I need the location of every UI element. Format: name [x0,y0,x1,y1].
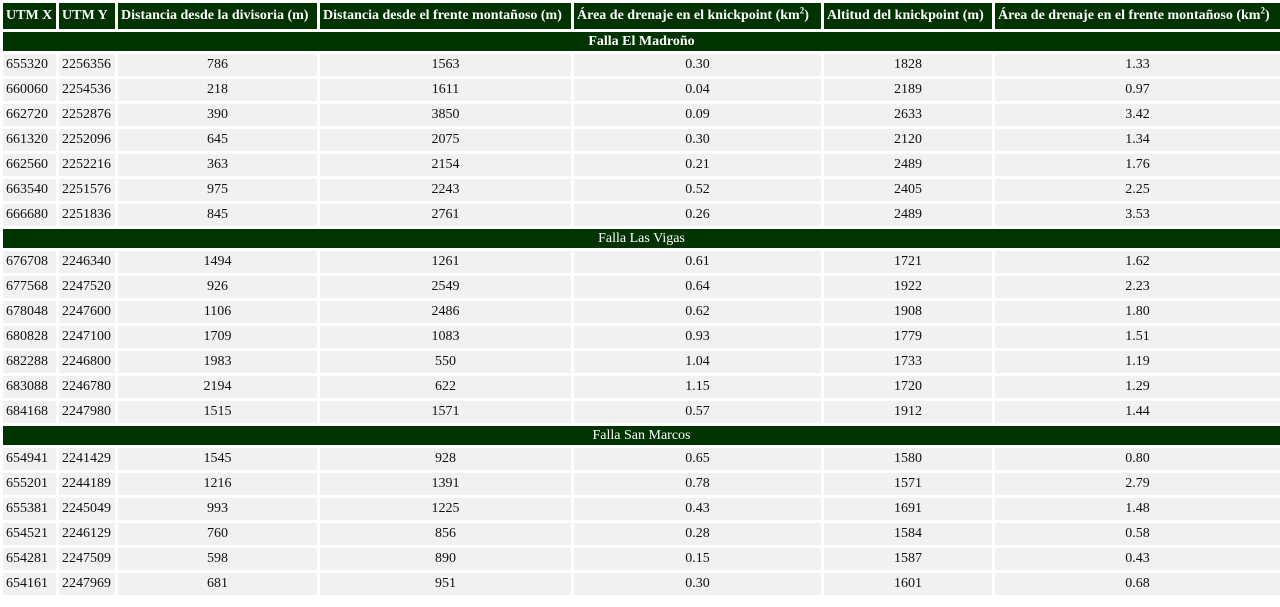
cell-utm-x: 678048 [3,301,56,323]
table-row [3,179,1280,201]
cell-area-knickpoint: 0.78 [574,473,821,495]
table-row [3,301,1280,323]
cell-utm-y: 2246129 [59,523,115,545]
cell-dist-frente: 622 [320,376,571,398]
cell-area-knickpoint: 0.15 [574,548,821,570]
cell-utm-x: 661320 [3,129,56,151]
cell-altitud: 1720 [824,376,992,398]
cell-dist-frente: 2549 [320,276,571,298]
cell-dist-divisoria: 598 [118,548,317,570]
cell-dist-frente: 856 [320,523,571,545]
cell-utm-x: 676708 [3,251,56,273]
cell-dist-divisoria: 1983 [118,351,317,373]
header-dist-frente: Distancia desde el frente montañoso (m) [320,3,571,29]
cell-area-frente: 0.80 [995,448,1280,470]
header-area-knickpoint-sup: 2 [799,5,805,16]
table-body [3,32,1280,595]
cell-area-knickpoint: 0.21 [574,154,821,176]
cell-area-knickpoint: 0.52 [574,179,821,201]
table-row [3,104,1280,126]
cell-utm-x: 655201 [3,473,56,495]
cell-area-knickpoint: 0.65 [574,448,821,470]
cell-utm-y: 2252096 [59,129,115,151]
cell-utm-x: 655320 [3,54,56,76]
cell-dist-divisoria: 760 [118,523,317,545]
cell-area-frente: 1.19 [995,351,1280,373]
cell-area-frente: 0.43 [995,548,1280,570]
cell-dist-divisoria: 845 [118,204,317,226]
table-row [3,573,1280,595]
cell-utm-x: 680828 [3,326,56,348]
group-row [3,32,1280,51]
cell-utm-y: 2254536 [59,79,115,101]
cell-utm-x: 654281 [3,548,56,570]
cell-dist-divisoria: 786 [118,54,317,76]
cell-dist-frente: 1391 [320,473,571,495]
table-row [3,326,1280,348]
cell-area-frente: 1.76 [995,154,1280,176]
cell-area-frente: 1.62 [995,251,1280,273]
table-row [3,79,1280,101]
cell-dist-frente: 2154 [320,154,571,176]
table-row [3,523,1280,545]
cell-utm-y: 2256356 [59,54,115,76]
cell-altitud: 2489 [824,204,992,226]
cell-dist-frente: 1261 [320,251,571,273]
group-title: Falla San Marcos [3,426,1280,445]
cell-utm-y: 2247600 [59,301,115,323]
table-row [3,129,1280,151]
cell-utm-x: 654161 [3,573,56,595]
cell-area-knickpoint: 0.93 [574,326,821,348]
cell-dist-divisoria: 975 [118,179,317,201]
cell-utm-y: 2246780 [59,376,115,398]
table-header [3,3,1280,29]
table-row [3,448,1280,470]
header-utm-y: UTM Y [59,3,115,29]
header-utm-x: UTM X [3,3,56,29]
header-area-frente-close: ) [1264,8,1270,23]
table-row [3,54,1280,76]
cell-area-frente: 0.97 [995,79,1280,101]
cell-utm-x: 682288 [3,351,56,373]
cell-altitud: 2633 [824,104,992,126]
cell-altitud: 1908 [824,301,992,323]
cell-utm-y: 2246340 [59,251,115,273]
cell-utm-y: 2247980 [59,401,115,423]
cell-dist-divisoria: 1106 [118,301,317,323]
cell-dist-divisoria: 926 [118,276,317,298]
cell-area-knickpoint: 0.57 [574,401,821,423]
cell-altitud: 1828 [824,54,992,76]
cell-area-frente: 3.42 [995,104,1280,126]
cell-area-frente: 0.68 [995,573,1280,595]
cell-dist-divisoria: 2194 [118,376,317,398]
group-row [3,229,1280,248]
cell-altitud: 1779 [824,326,992,348]
cell-dist-frente: 2761 [320,204,571,226]
header-area-frente-label: Área de drenaje en el frente montañoso (km [998,8,1261,23]
cell-utm-x: 684168 [3,401,56,423]
cell-dist-frente: 890 [320,548,571,570]
header-altitud: Altitud del knickpoint (m) [824,3,992,29]
cell-dist-frente: 2486 [320,301,571,323]
header-area-knickpoint-label: Área de drenaje en el knickpoint (km [577,8,800,23]
cell-dist-frente: 1611 [320,79,571,101]
cell-utm-x: 683088 [3,376,56,398]
table-row [3,351,1280,373]
cell-dist-frente: 1225 [320,498,571,520]
cell-utm-y: 2252876 [59,104,115,126]
cell-utm-x: 662720 [3,104,56,126]
cell-area-knickpoint: 0.61 [574,251,821,273]
cell-dist-frente: 1571 [320,401,571,423]
cell-utm-y: 2247509 [59,548,115,570]
header-area-frente-sup: 2 [1260,5,1265,16]
group-title: Falla El Madroño [3,32,1280,51]
cell-area-frente: 0.58 [995,523,1280,545]
cell-utm-x: 663540 [3,179,56,201]
cell-area-frente: 2.25 [995,179,1280,201]
cell-utm-y: 2251576 [59,179,115,201]
cell-dist-divisoria: 1545 [118,448,317,470]
cell-utm-x: 662560 [3,154,56,176]
cell-altitud: 1571 [824,473,992,495]
cell-area-knickpoint: 0.62 [574,301,821,323]
cell-area-knickpoint: 1.04 [574,351,821,373]
header-area-knickpoint [574,3,821,29]
cell-area-knickpoint: 0.64 [574,276,821,298]
group-row [3,426,1280,445]
cell-dist-frente: 2075 [320,129,571,151]
cell-utm-x: 655381 [3,498,56,520]
header-area-frente [995,3,1280,29]
cell-dist-frente: 3850 [320,104,571,126]
table-row [3,251,1280,273]
cell-altitud: 2120 [824,129,992,151]
cell-dist-divisoria: 645 [118,129,317,151]
group-title: Falla Las Vigas [3,229,1280,248]
cell-altitud: 2405 [824,179,992,201]
table-row [3,154,1280,176]
cell-utm-y: 2247520 [59,276,115,298]
cell-dist-divisoria: 1216 [118,473,317,495]
header-row [3,3,1280,29]
cell-utm-x: 677568 [3,276,56,298]
cell-utm-y: 2251836 [59,204,115,226]
cell-dist-frente: 550 [320,351,571,373]
cell-altitud: 1691 [824,498,992,520]
cell-dist-frente: 928 [320,448,571,470]
cell-dist-frente: 2243 [320,179,571,201]
cell-utm-y: 2252216 [59,154,115,176]
cell-utm-x: 666680 [3,204,56,226]
cell-utm-y: 2245049 [59,498,115,520]
cell-area-knickpoint: 0.04 [574,79,821,101]
cell-dist-divisoria: 1494 [118,251,317,273]
cell-area-frente: 1.44 [995,401,1280,423]
cell-altitud: 1580 [824,448,992,470]
cell-area-frente: 2.79 [995,473,1280,495]
cell-dist-frente: 1083 [320,326,571,348]
cell-area-knickpoint: 0.09 [574,104,821,126]
cell-dist-divisoria: 218 [118,79,317,101]
cell-area-knickpoint: 0.43 [574,498,821,520]
cell-dist-divisoria: 1709 [118,326,317,348]
table-row [3,376,1280,398]
cell-utm-x: 654941 [3,448,56,470]
cell-utm-y: 2247969 [59,573,115,595]
cell-area-frente: 2.23 [995,276,1280,298]
cell-utm-y: 2244189 [59,473,115,495]
cell-dist-divisoria: 681 [118,573,317,595]
cell-dist-divisoria: 390 [118,104,317,126]
cell-area-frente: 1.51 [995,326,1280,348]
table-row [3,473,1280,495]
cell-utm-y: 2241429 [59,448,115,470]
cell-utm-x: 654521 [3,523,56,545]
cell-altitud: 1922 [824,276,992,298]
cell-altitud: 2189 [824,79,992,101]
table-row [3,548,1280,570]
cell-dist-frente: 1563 [320,54,571,76]
cell-area-frente: 1.48 [995,498,1280,520]
cell-area-frente: 3.53 [995,204,1280,226]
cell-area-knickpoint: 0.30 [574,573,821,595]
table-row [3,498,1280,520]
cell-dist-divisoria: 993 [118,498,317,520]
cell-dist-divisoria: 1515 [118,401,317,423]
cell-utm-y: 2246800 [59,351,115,373]
table-row [3,276,1280,298]
table-row [3,401,1280,423]
cell-utm-x: 660060 [3,79,56,101]
cell-altitud: 1587 [824,548,992,570]
header-area-knickpoint-close: ) [804,8,809,23]
cell-area-knickpoint: 0.30 [574,54,821,76]
table-row [3,204,1280,226]
header-dist-divisoria: Distancia desde la divisoria (m) [118,3,317,29]
cell-area-knickpoint: 0.30 [574,129,821,151]
cell-altitud: 1721 [824,251,992,273]
cell-dist-frente: 951 [320,573,571,595]
cell-area-knickpoint: 1.15 [574,376,821,398]
cell-area-frente: 1.29 [995,376,1280,398]
cell-altitud: 2489 [824,154,992,176]
cell-altitud: 1733 [824,351,992,373]
cell-area-frente: 1.34 [995,129,1280,151]
cell-dist-divisoria: 363 [118,154,317,176]
cell-area-frente: 1.80 [995,301,1280,323]
cell-altitud: 1584 [824,523,992,545]
cell-area-frente: 1.33 [995,54,1280,76]
cell-area-knickpoint: 0.28 [574,523,821,545]
cell-area-knickpoint: 0.26 [574,204,821,226]
cell-utm-y: 2247100 [59,326,115,348]
cell-altitud: 1912 [824,401,992,423]
cell-altitud: 1601 [824,573,992,595]
